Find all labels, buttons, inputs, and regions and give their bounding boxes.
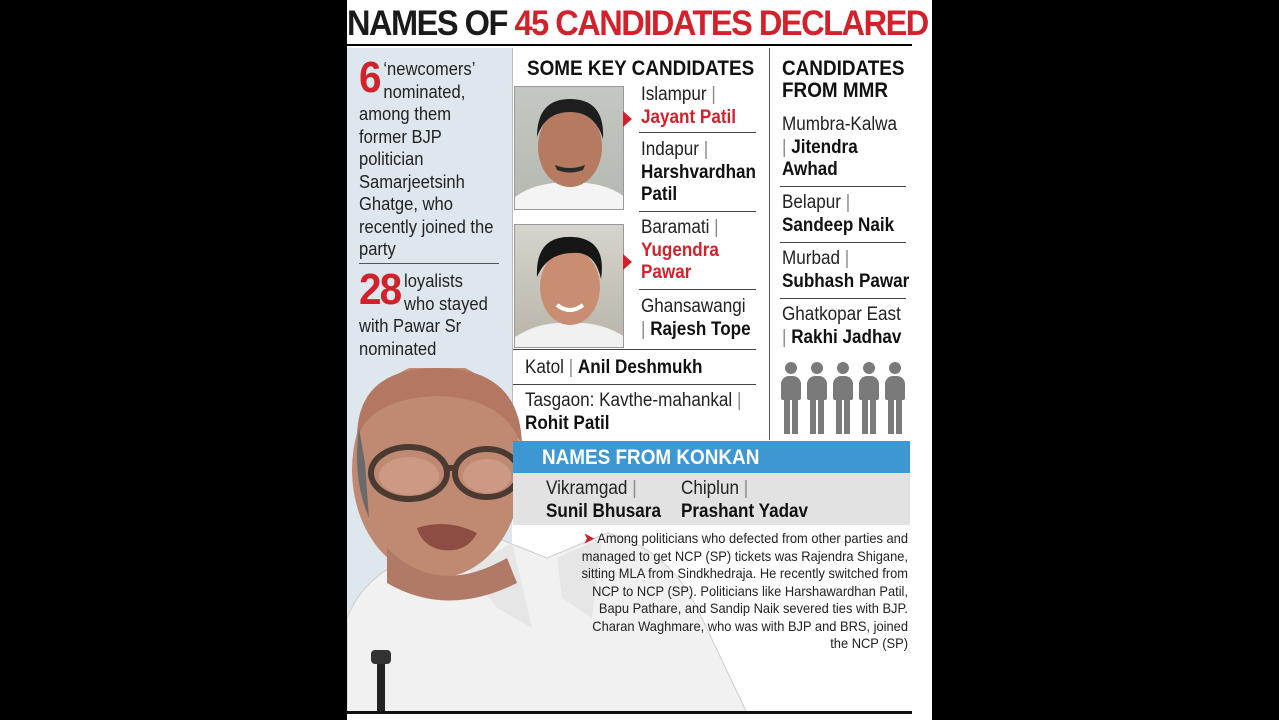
people-group-icon [779, 362, 907, 436]
candidate-entry: Tasgaon: Kavthe-mahankal | Rohit Patil [525, 390, 742, 434]
candidate-name: Rohit Patil [525, 412, 610, 434]
candidate-name: Anil Deshmukh [577, 357, 703, 378]
newcomers-stat [359, 53, 497, 261]
yugendra-pawar-photo [514, 224, 624, 348]
mmr-entry: Mumbra-Kalwa | Jitendra Awhad [782, 114, 897, 180]
mmr-heading-line1: CANDIDATES [782, 57, 905, 80]
stat-divider [359, 263, 499, 264]
constituency: Katol [525, 357, 564, 378]
candidate-entry: Indapur | Harshvardhan Patil [641, 139, 757, 205]
candidate-name: Jayant Patil [641, 106, 737, 128]
constituency: Mumbra-Kalwa [782, 114, 897, 135]
entry-divider [639, 289, 756, 290]
konkan-entry: Vikramgad | Sunil Bhusara [546, 478, 661, 522]
column-divider [769, 48, 770, 440]
entry-divider [780, 298, 906, 299]
arrow-marker-icon: ➤ [583, 530, 595, 546]
candidate-name: Rakhi Jadhav [791, 326, 902, 348]
constituency: Murbad [782, 248, 840, 269]
jayant-patil-photo [514, 86, 624, 210]
headline [347, 4, 928, 44]
defection-note [572, 530, 908, 653]
constituency: Islampur [641, 84, 707, 105]
mmr-entry: Murbad | Subhash Pawar [782, 248, 910, 292]
headline-prefix: NAMES OF [347, 4, 515, 43]
mmr-heading [782, 58, 905, 102]
headline-highlight: 45 CANDIDATES DECLARED [514, 4, 928, 43]
entry-divider [780, 186, 906, 187]
entry-divider [780, 242, 906, 243]
constituency: Ghatkopar East [782, 304, 901, 325]
candidate-entry: Islampur | Jayant Patil [641, 84, 737, 128]
stat-text: loyalists who stayed with Pawar Sr nominated [359, 271, 488, 359]
entry-divider [513, 384, 756, 385]
candidate-name: Prashant Yadav [681, 500, 809, 522]
candidate-name: Jitendra Awhad [782, 136, 858, 180]
loyalists-stat [359, 265, 497, 360]
arrow-marker-icon [623, 254, 632, 270]
constituency: Chiplun [681, 478, 739, 499]
constituency: Baramati [641, 217, 710, 238]
constituency: Tasgaon: Kavthe-mahankal [525, 390, 733, 411]
candidate-name: Subhash Pawar [782, 270, 910, 292]
headline-rule [347, 44, 912, 46]
candidate-name: Harshvardhan Patil [641, 161, 757, 205]
candidate-name: Sandeep Naik [782, 214, 895, 236]
entry-divider [639, 211, 756, 212]
candidate-entry: Baramati | Yugendra Pawar [641, 217, 719, 283]
mmr-entry: Belapur | Sandeep Naik [782, 192, 895, 236]
stat-number: 28 [359, 265, 401, 314]
constituency: Vikramgad [546, 478, 628, 499]
candidate-name: Sunil Bhusara [546, 500, 661, 522]
konkan-heading: NAMES FROM KONKAN [542, 446, 760, 469]
candidate-entry: Katol | Anil Deshmukh [525, 357, 703, 378]
constituency: Indapur [641, 139, 700, 160]
entry-divider [513, 349, 756, 350]
candidate-entry: Ghansawangi | Rajesh Tope [641, 296, 751, 340]
arrow-marker-icon [623, 111, 632, 127]
infographic [347, 0, 932, 720]
candidate-name: Rajesh Tope [650, 318, 751, 340]
konkan-entry: Chiplun | Prashant Yadav [681, 478, 809, 522]
mmr-entry: Ghatkopar East | Rakhi Jadhav [782, 304, 902, 348]
note-text: Among politicians who defected from other parties and managed to get NCP (SP) tickets was Rajendra Shigane, sitting MLA from Sindkhedraja. He recently switched from NCP to NCP (SP). Politicians like Harshawardhan Patil, Bapu Pathare, and Sandip Naik severed ties with BJP. Charan Waghmare, who was with BJP and BRS, joined the NCP (SP) [581, 530, 908, 651]
candidate-name: Yugendra Pawar [641, 239, 719, 283]
bottom-rule [347, 711, 912, 714]
constituency: Belapur [782, 192, 841, 213]
key-candidates-heading: SOME KEY CANDIDATES [527, 57, 755, 80]
entry-divider [639, 132, 756, 133]
stat-text: ‘newcomers’ nominated, among them former BJP politician Samarjeetsinh Ghatge, who recently joined the party [359, 59, 494, 259]
mmr-heading-line2: FROM MMR [782, 79, 889, 102]
constituency: Ghansawangi [641, 296, 746, 317]
stat-number: 6 [359, 53, 380, 102]
